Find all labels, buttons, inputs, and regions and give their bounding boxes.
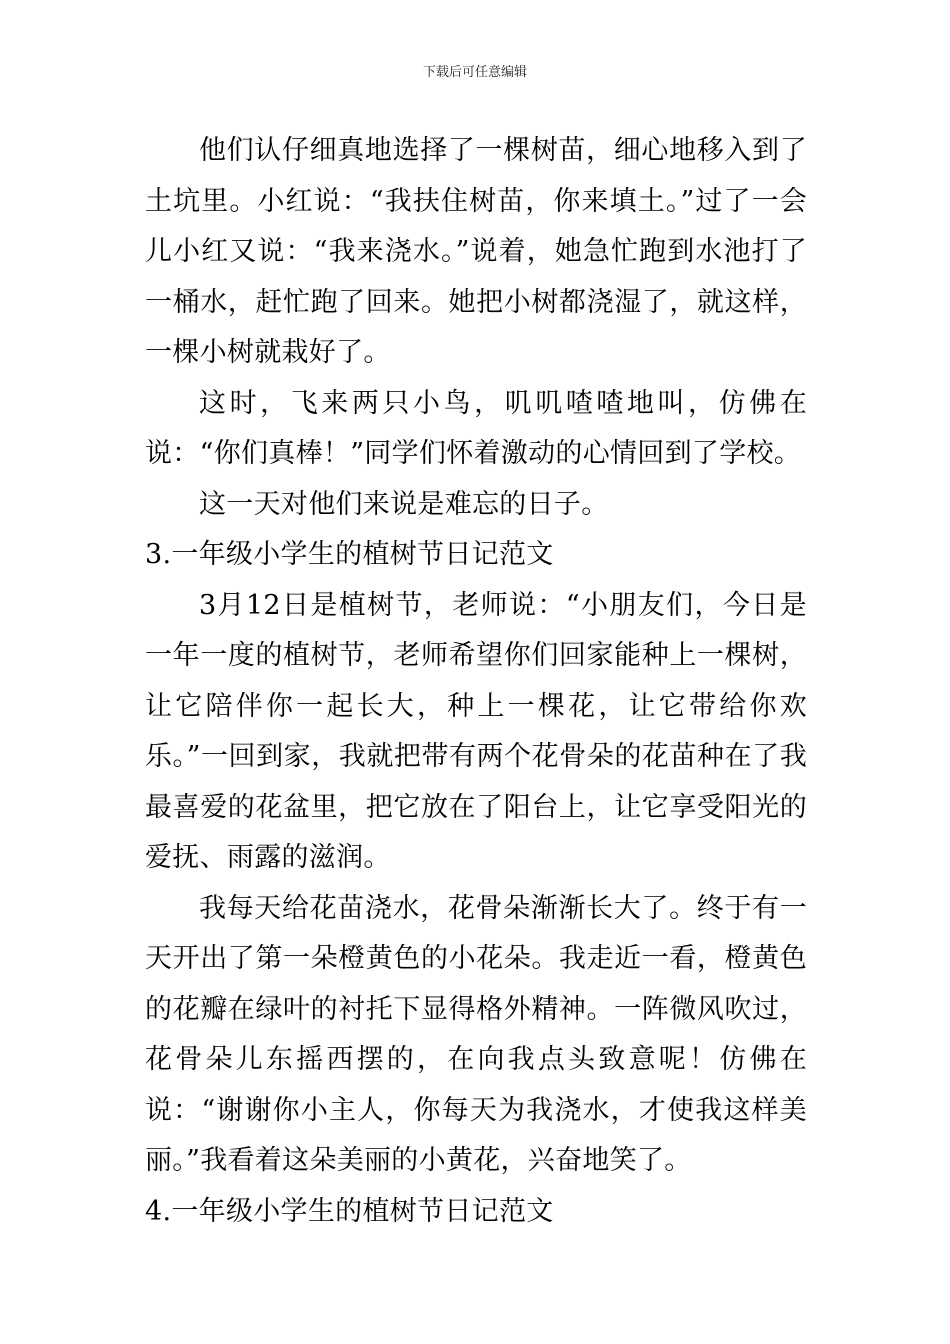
section-3-heading: 3.一年级小学生的植树节日记范文	[145, 539, 554, 570]
paragraph-arbor-day: 3月12日是植树节，老师说：“小朋友们，今日是一年一度的植树节，老师希望你们回家能种上一棵树，让它陪伴你一起长大，种上一棵花，让它带给你欢乐。”一回到家，我就把带有两个花骨朵的花苗种在了我最喜爱的花盆里，把它放在了阳台上，让它享受阳光的爱抚、雨露的滋润。	[145, 589, 807, 873]
paragraph-birds: 这时，飞来两只小鸟，叽叽喳喳地叫，仿佛在说：“你们真棒！”同学们怀着激动的心情回到了学校。	[145, 387, 807, 469]
page-header: 下载后可任意编辑	[422, 65, 527, 80]
document-body	[145, 126, 807, 1237]
paragraph-memorable-day: 这一天对他们来说是难忘的日子。	[199, 488, 609, 520]
paragraph-yellow-flower: 我每天给花苗浇水，花骨朵渐渐长大了。终于有一天开出了第一朵橙黄色的小花朵。我走近一看，橙黄色的花瓣在绿叶的衬托下显得格外精神。一阵微风吹过，花骨朵儿东摇西摆的，在向我点头致意呢！仿佛在说：“谢谢你小主人，你每天为我浇水，才使我这样美丽。”我看着这朵美丽的小黄花，兴奋地笑了。	[145, 892, 807, 1176]
section-4-heading: 4.一年级小学生的植树节日记范文	[145, 1195, 554, 1227]
paragraph-planting-tree: 他们认仔细真地选择了一棵树苗，细心地移入到了土坑里。小红说：“我扶住树苗，你来填土。”过了一会儿小红又说：“我来浇水。”说着，她急忙跑到水池打了一桶水，赶忙跑了回来。她把小树都浇湿了，就这样，一棵小树就栽好了。	[145, 135, 807, 368]
